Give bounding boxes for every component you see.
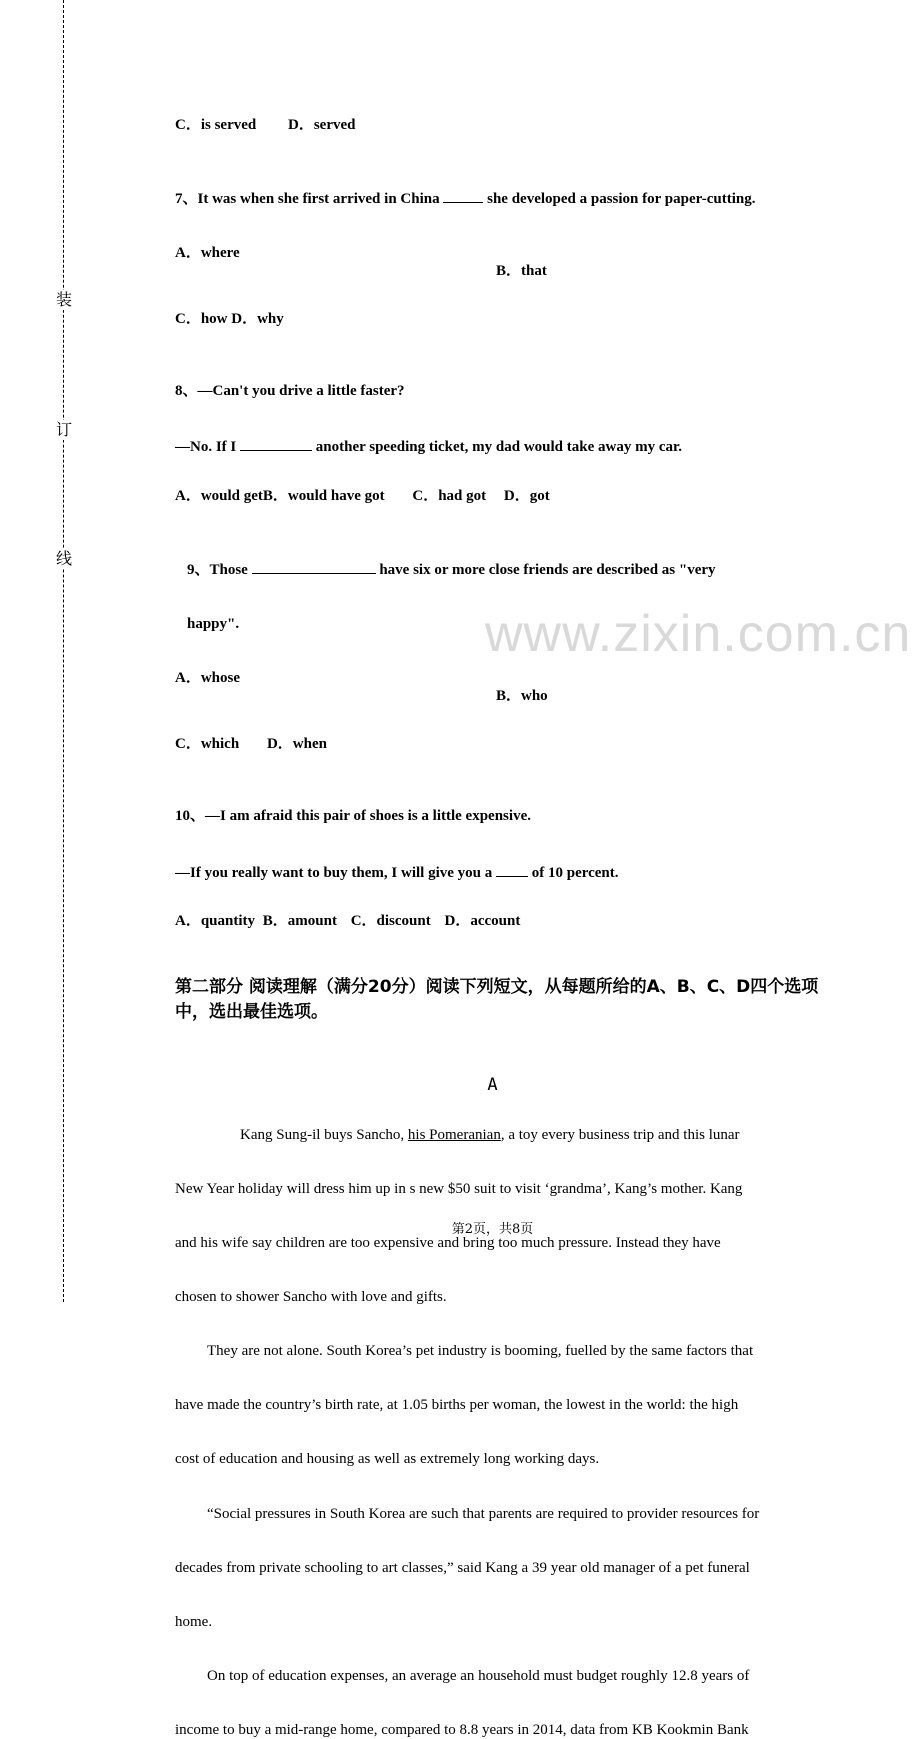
q10-option-a: A．quantity <box>175 913 256 929</box>
passage-letter: A <box>487 1075 498 1095</box>
q7-options-cd: C．how D．why <box>175 311 284 327</box>
binding-char-ding: 订 <box>55 420 72 439</box>
q8-reply-part2: another speeding ticket, my dad would take away my car. <box>315 439 683 455</box>
passage-p2-line2: have made the country’s birth rate, at 1.05 births per woman, the lowest in the world: the high <box>175 1397 739 1413</box>
q6-options <box>175 116 920 134</box>
passage-p1-line2: New Year holiday will dress him up in s new $50 suit to visit ‘grandma’, Kang’s mother. Kang <box>175 1181 743 1197</box>
q6-option-c: C．is served <box>175 117 257 133</box>
passage-p1-line3: and his wife say children are too expensive and bring too much pressure. Instead they have <box>175 1235 721 1251</box>
q10-options <box>175 912 920 930</box>
page-footer: 第2页，共8页 <box>451 1222 534 1237</box>
passage-p4-line2: income to buy a mid-range home, compared to 8.8 years in 2014, data from KB Kookmin Bank <box>175 1722 749 1738</box>
q7-stem <box>175 188 920 208</box>
q10-blank <box>496 862 528 877</box>
passage-p2-line1: They are not alone. South Korea’s pet industry is booming, fuelled by the same factors that <box>207 1343 754 1359</box>
q8-stem: 8、—Can't you drive a little faster? <box>175 383 405 399</box>
q8-option-a: A．would get <box>175 488 263 504</box>
q6-option-d: D．served <box>288 117 356 133</box>
q8-reply <box>175 436 920 456</box>
binding-dashed-line <box>63 0 64 1302</box>
q7-stem-part1: 7、It was when she first arrived in China <box>175 191 440 207</box>
q9-options-cd <box>175 735 920 753</box>
passage-p3-line2: decades from private schooling to art classes,” said Kang a 39 year old manager of a pet funeral <box>175 1560 750 1576</box>
q10-reply <box>175 862 920 882</box>
watermark: www.zixin.com.cn <box>485 605 912 663</box>
q8-option-c: C．had got <box>412 488 487 504</box>
section-title: 第二部分 阅读理解（满分20分）阅读下列短文，从每题所给的A、B、C、D四个选项中，选出最佳选项。 <box>175 977 819 1022</box>
q8-blank <box>240 436 312 451</box>
q7-stem-part2: she developed a passion for paper-cutting. <box>487 191 756 207</box>
q10-option-c: C．discount <box>350 913 431 929</box>
q7-option-b: B．that <box>496 263 547 279</box>
q8-options <box>175 487 920 505</box>
passage-p1-line1 <box>240 1126 920 1144</box>
q7-blank <box>443 188 483 203</box>
passage-p3-line1: “Social pressures in South Korea are such that parents are required to provider resources for <box>207 1506 760 1522</box>
q9-stem-part3: happy". <box>187 616 240 632</box>
q9-option-d: D．when <box>266 736 327 752</box>
q7-option-a: A．where <box>175 245 240 261</box>
passage-p1-line1-part1: Kang Sung-il buys Sancho, <box>240 1127 408 1143</box>
q9-stem-part1: 9、Those <box>187 562 248 578</box>
passage-p1-line1-part2: , a toy every business trip and this lunar <box>500 1127 740 1143</box>
passage-underlined-phrase: his Pomeranian <box>407 1127 501 1143</box>
q10-reply-part1: —If you really want to buy them, I will give you a <box>175 865 493 881</box>
q10-option-d: D．account <box>444 913 521 929</box>
q9-option-b: B．who <box>496 688 548 704</box>
q8-reply-part1: —No. If I <box>175 439 237 455</box>
binding-char-zhuang: 装 <box>55 290 72 309</box>
q9-option-a: A．whose <box>175 670 241 686</box>
passage-p4-line1: On top of education expenses, an average an household must budget roughly 12.8 years of <box>207 1668 750 1684</box>
q8-option-b: B．would have got <box>262 488 385 504</box>
binding-char-xian: 线 <box>55 549 72 568</box>
q8-option-d: D．got <box>503 488 550 504</box>
q9-stem-part2: have six or more close friends are described as "very <box>379 562 716 578</box>
q9-option-c: C．which <box>175 736 240 752</box>
q9-stem <box>187 559 920 579</box>
passage-p3-line3: home. <box>175 1614 213 1630</box>
passage-p1-line4: chosen to shower Sancho with love and gifts. <box>175 1289 447 1305</box>
q9-blank <box>252 559 376 574</box>
q10-reply-part2: of 10 percent. <box>531 865 619 881</box>
passage-p2-line3: cost of education and housing as well as extremely long working days. <box>175 1451 600 1467</box>
q10-stem: 10、—I am afraid this pair of shoes is a little expensive. <box>175 808 531 824</box>
q10-option-b: B．amount <box>262 913 337 929</box>
